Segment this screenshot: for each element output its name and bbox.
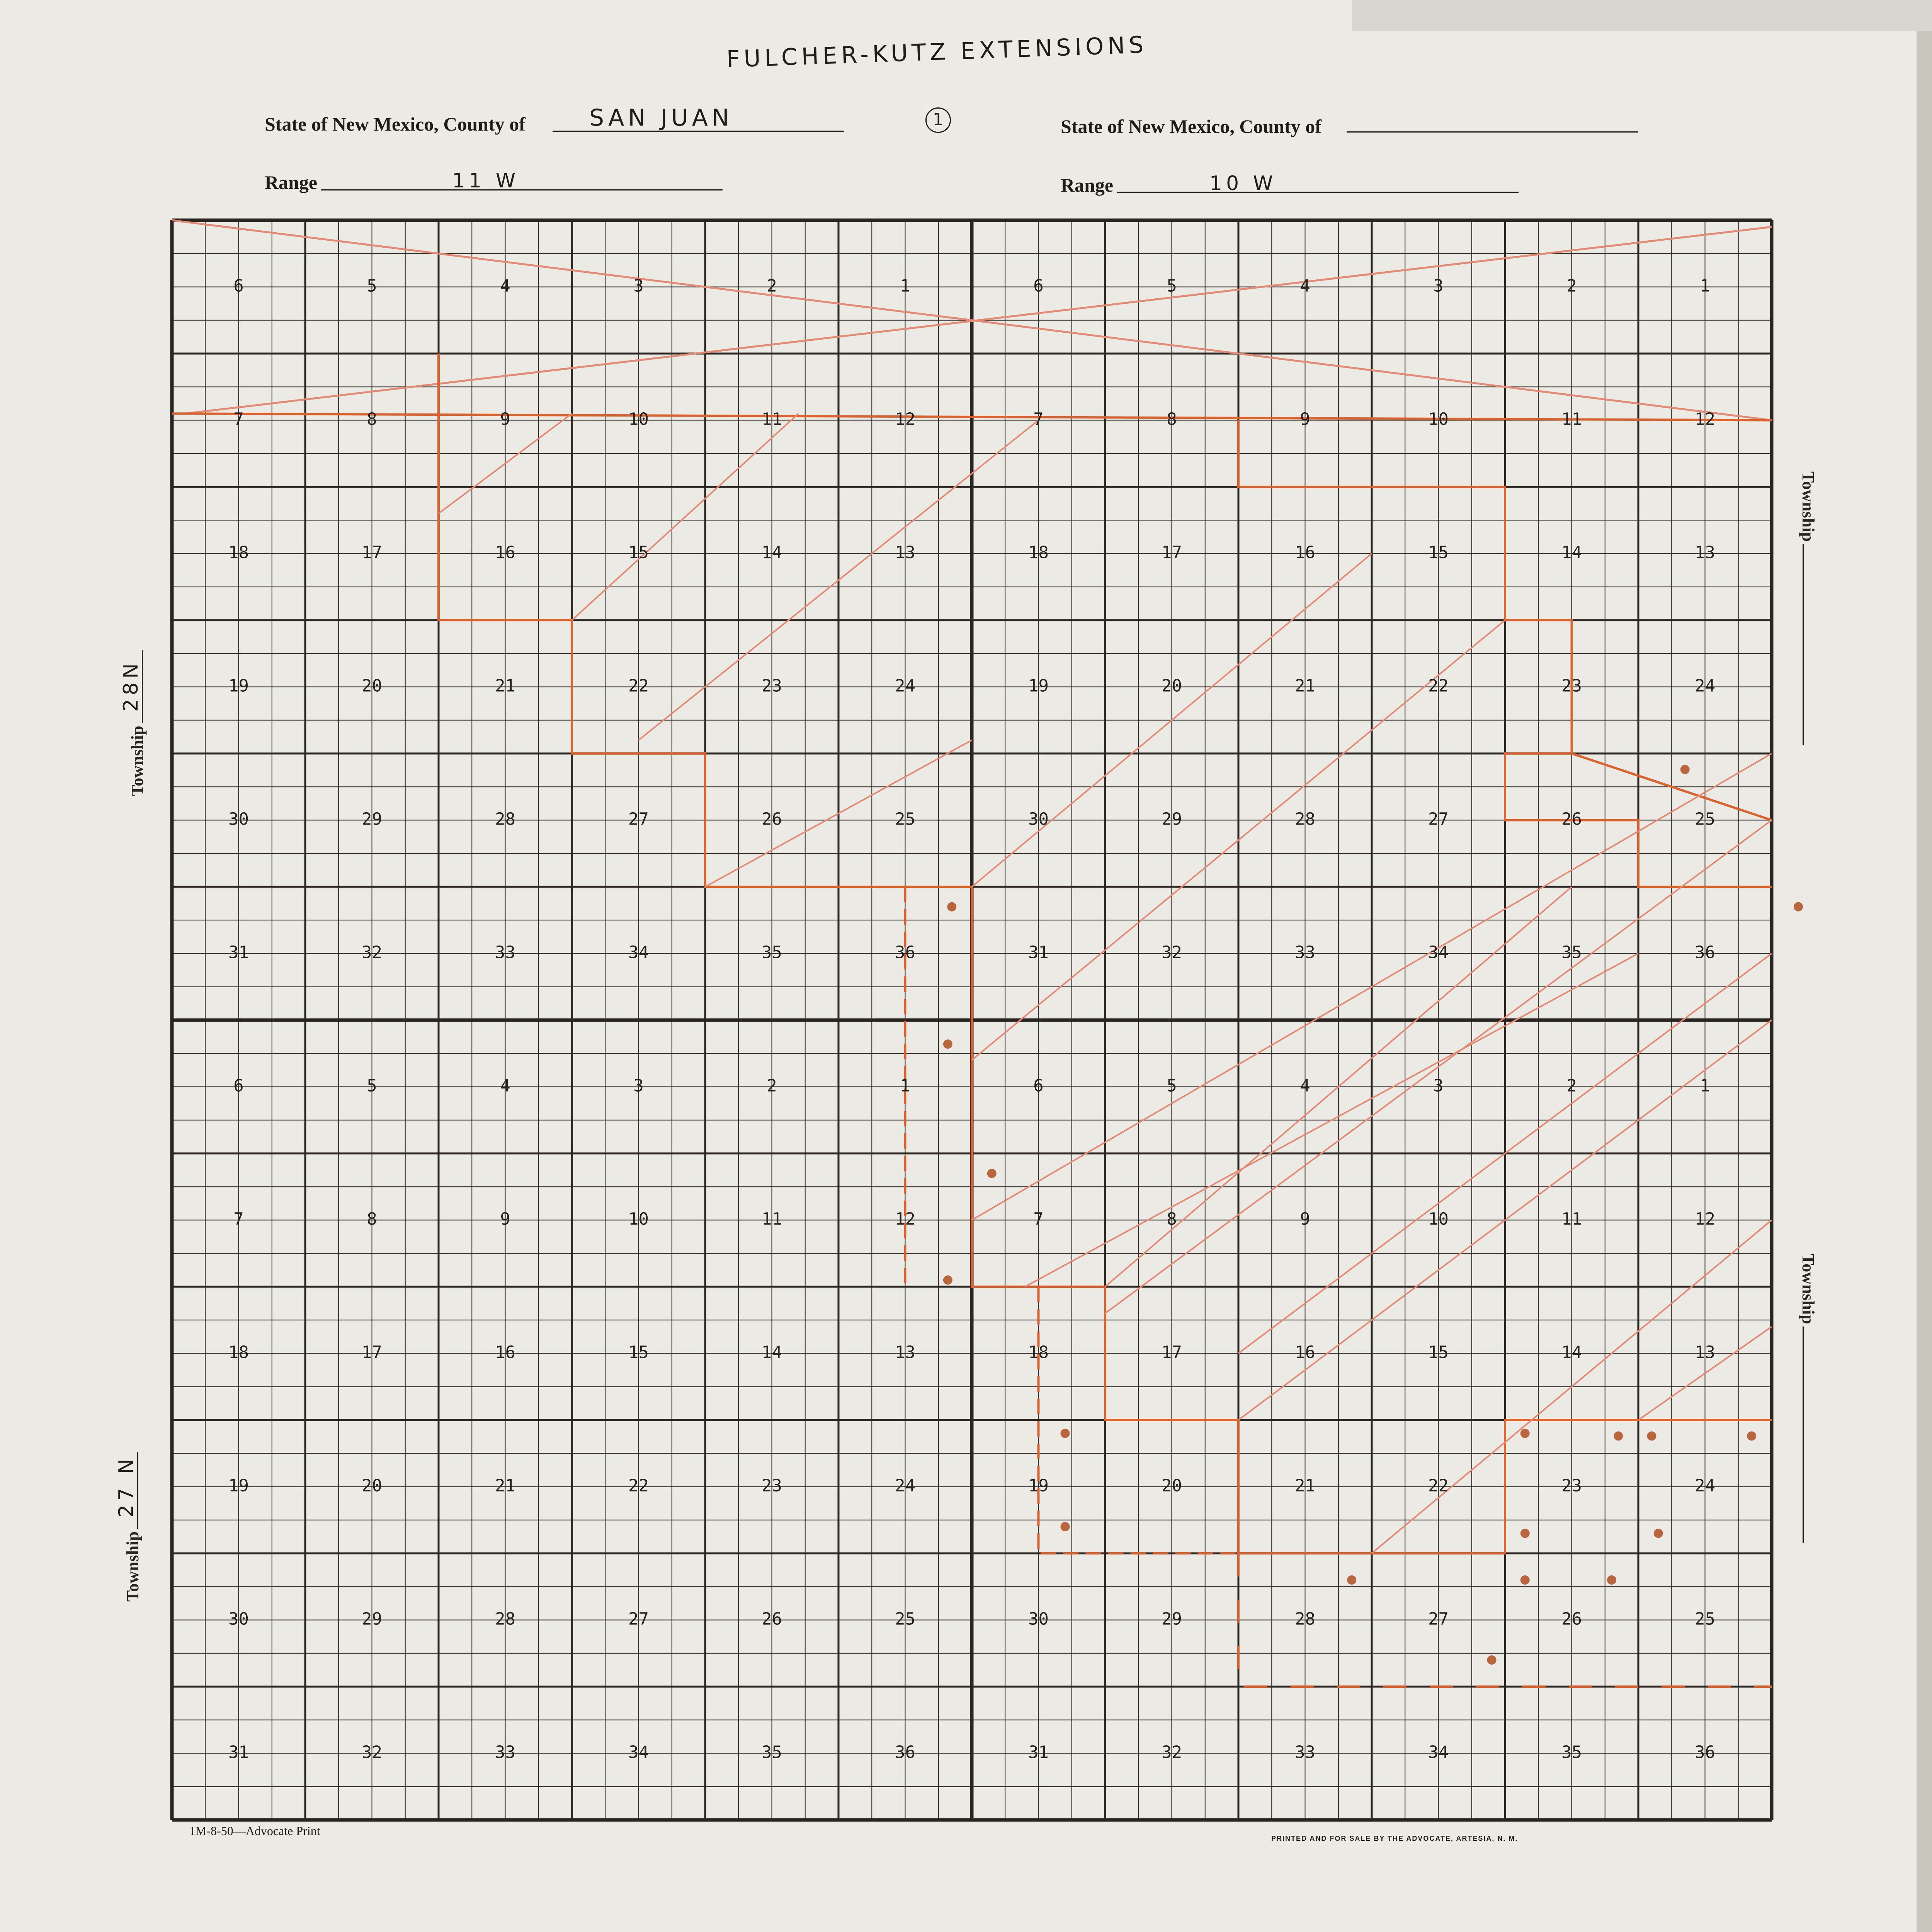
- sheet-mark: 1: [925, 107, 951, 133]
- section-number: 19: [228, 676, 249, 696]
- section-number: 31: [1028, 942, 1049, 963]
- well-marker: [1520, 1529, 1530, 1538]
- range-value-right: 10 W: [1209, 172, 1277, 195]
- section-number: 34: [628, 1742, 649, 1762]
- section-number: 34: [628, 942, 649, 963]
- section-number: 29: [1162, 809, 1182, 829]
- well-marker: [1520, 1429, 1530, 1438]
- section-number: 31: [228, 942, 249, 963]
- section-number: 20: [362, 1476, 382, 1496]
- section-number: 36: [895, 942, 915, 963]
- section-number: 29: [362, 809, 382, 829]
- section-number: 2: [767, 1076, 777, 1096]
- section-number: 21: [1295, 676, 1315, 696]
- section-number: 21: [1295, 1476, 1315, 1496]
- section-number: 20: [362, 676, 382, 696]
- section-number: 32: [1162, 942, 1182, 963]
- section-number: 26: [1561, 809, 1582, 829]
- section-number: 18: [228, 543, 249, 563]
- section-number: 2: [767, 276, 777, 296]
- section-number: 8: [367, 1209, 377, 1229]
- township-text: Township: [123, 1531, 142, 1602]
- section-number: 25: [895, 809, 915, 829]
- section-number: 20: [1162, 676, 1182, 696]
- well-marker: [1680, 765, 1690, 774]
- section-number: 2: [1566, 276, 1577, 296]
- section-number: 5: [1167, 1076, 1177, 1096]
- section-number: 20: [1162, 1476, 1182, 1496]
- section-number: 27: [628, 1609, 649, 1629]
- section-number: 22: [628, 1476, 649, 1496]
- section-number: 28: [1295, 1609, 1315, 1629]
- section-number: 19: [1028, 676, 1049, 696]
- section-number: 35: [1561, 942, 1582, 963]
- well-marker: [1487, 1655, 1497, 1665]
- footer-right: PRINTED AND FOR SALE BY THE ADVOCATE, ARTESIA, N. M.: [1271, 1835, 1518, 1842]
- well-marker: [943, 1039, 952, 1049]
- footer-left: 1M-8-50—Advocate Print: [189, 1824, 320, 1838]
- section-number: 13: [1695, 1342, 1715, 1362]
- section-number: 14: [762, 1342, 782, 1362]
- section-number: 26: [762, 1609, 782, 1629]
- section-number: 21: [495, 676, 515, 696]
- section-number: 1: [900, 276, 910, 296]
- section-number: 6: [233, 276, 244, 296]
- section-number: 28: [495, 809, 515, 829]
- well-marker: [987, 1169, 997, 1178]
- section-number: 28: [495, 1609, 515, 1629]
- section-number: 11: [762, 1209, 782, 1229]
- section-number: 7: [233, 409, 244, 429]
- township-text: Township: [1799, 1254, 1818, 1324]
- section-number: 27: [1428, 1609, 1449, 1629]
- section-number: 16: [495, 543, 515, 563]
- range-value-left: 11 W: [452, 169, 520, 192]
- section-number: 22: [1428, 676, 1449, 696]
- section-number: 16: [1295, 543, 1315, 563]
- section-number: 3: [633, 276, 644, 296]
- section-number: 8: [1167, 1209, 1177, 1229]
- section-number: 10: [1428, 409, 1449, 429]
- section-number: 4: [500, 1076, 510, 1096]
- section-number: 4: [1300, 276, 1310, 296]
- map-title: FULCHER-KUTZ EXTENSIONS: [726, 31, 1148, 73]
- section-number: 15: [628, 543, 649, 563]
- section-number: 36: [1695, 942, 1715, 963]
- section-number: 5: [367, 1076, 377, 1096]
- section-number: 27: [628, 809, 649, 829]
- section-number: 14: [1561, 1342, 1582, 1362]
- section-number: 17: [1162, 543, 1182, 563]
- section-number: 2: [1566, 1076, 1577, 1096]
- section-number: 25: [1695, 809, 1715, 829]
- section-number: 5: [367, 276, 377, 296]
- range-label-left: Range: [265, 172, 318, 193]
- well-marker: [1347, 1575, 1356, 1585]
- section-number: 36: [895, 1742, 915, 1762]
- section-number: 25: [895, 1609, 915, 1629]
- section-number: 10: [628, 1209, 649, 1229]
- section-number: 13: [1695, 543, 1715, 563]
- well-marker: [943, 1276, 952, 1285]
- section-number: 36: [1695, 1742, 1715, 1762]
- section-number: 24: [1695, 676, 1715, 696]
- section-number: 30: [1028, 809, 1049, 829]
- section-number: 3: [633, 1076, 644, 1096]
- section-number: 10: [1428, 1209, 1449, 1229]
- section-number: 24: [895, 676, 915, 696]
- section-number: 12: [895, 409, 915, 429]
- section-number: 6: [1033, 276, 1044, 296]
- section-number: 9: [500, 409, 510, 429]
- section-number: 1: [1700, 276, 1710, 296]
- hatch-line: [572, 413, 799, 620]
- section-number: 4: [500, 276, 510, 296]
- section-number: 35: [1561, 1742, 1582, 1762]
- section-number: 33: [1295, 1742, 1315, 1762]
- section-number: 24: [1695, 1476, 1715, 1496]
- well-marker: [1654, 1529, 1663, 1538]
- section-number: 35: [762, 1742, 782, 1762]
- section-number: 33: [1295, 942, 1315, 963]
- section-number: 16: [1295, 1342, 1315, 1362]
- section-number: 25: [1695, 1609, 1715, 1629]
- section-number: 14: [1561, 543, 1582, 563]
- section-number: 6: [1033, 1076, 1044, 1096]
- section-number: 8: [1167, 409, 1177, 429]
- section-number: 3: [1433, 276, 1444, 296]
- section-number: 11: [762, 409, 782, 429]
- section-number: 11: [1561, 409, 1582, 429]
- section-number: 33: [495, 942, 515, 963]
- section-number: 1: [900, 1076, 910, 1096]
- well-marker: [1061, 1429, 1070, 1438]
- section-number: 5: [1167, 276, 1177, 296]
- county-value-left: SAN JUAN: [589, 104, 733, 131]
- well-marker: [1061, 1522, 1070, 1531]
- section-number: 23: [1561, 676, 1582, 696]
- section-number: 23: [762, 676, 782, 696]
- section-number: 9: [1300, 1209, 1310, 1229]
- section-number: 23: [762, 1476, 782, 1496]
- section-number: 14: [762, 543, 782, 563]
- section-number: 26: [762, 809, 782, 829]
- section-number: 35: [762, 942, 782, 963]
- township-value-lower-left: 27 N: [115, 1455, 138, 1518]
- section-number: 22: [1428, 1476, 1449, 1496]
- section-number: 31: [1028, 1742, 1049, 1762]
- section-number: 32: [1162, 1742, 1182, 1762]
- section-number: 7: [233, 1209, 244, 1229]
- section-number: 15: [628, 1342, 649, 1362]
- section-number: 4: [1300, 1076, 1310, 1096]
- section-number: 3: [1433, 1076, 1444, 1096]
- section-number: 16: [495, 1342, 515, 1362]
- section-number: 31: [228, 1742, 249, 1762]
- section-number: 27: [1428, 809, 1449, 829]
- section-number: 7: [1033, 409, 1044, 429]
- section-number: 15: [1428, 1342, 1449, 1362]
- section-number: 1: [1700, 1076, 1710, 1096]
- section-number: 32: [362, 942, 382, 963]
- well-marker: [1520, 1575, 1530, 1585]
- section-number: 34: [1428, 1742, 1449, 1762]
- section-number: 19: [228, 1476, 249, 1496]
- township-text: Township: [1799, 471, 1818, 542]
- section-number: 12: [895, 1209, 915, 1229]
- section-number: 21: [495, 1476, 515, 1496]
- section-number: 18: [228, 1342, 249, 1362]
- township-value-upper-left: 28N: [119, 660, 143, 712]
- range-label-right: Range: [1061, 174, 1114, 196]
- section-number: 23: [1561, 1476, 1582, 1496]
- section-number: 29: [362, 1609, 382, 1629]
- section-number: 8: [367, 409, 377, 429]
- well-marker: [1794, 902, 1803, 912]
- section-number: 34: [1428, 942, 1449, 963]
- section-number: 12: [1695, 1209, 1715, 1229]
- section-number: 18: [1028, 1342, 1049, 1362]
- section-number: 29: [1162, 1609, 1182, 1629]
- section-number: 7: [1033, 1209, 1044, 1229]
- section-number: 17: [362, 543, 382, 563]
- well-marker: [1647, 1431, 1656, 1440]
- well-marker: [1607, 1575, 1616, 1585]
- section-number: 6: [233, 1076, 244, 1096]
- section-number: 30: [1028, 1609, 1049, 1629]
- section-number: 11: [1561, 1209, 1582, 1229]
- section-number: 19: [1028, 1476, 1049, 1496]
- section-number: 13: [895, 543, 915, 563]
- section-number: 30: [228, 809, 249, 829]
- section-number: 32: [362, 1742, 382, 1762]
- section-number: 17: [1162, 1342, 1182, 1362]
- section-number: 24: [895, 1476, 915, 1496]
- section-number: 18: [1028, 543, 1049, 563]
- section-number: 28: [1295, 809, 1315, 829]
- section-number: 26: [1561, 1609, 1582, 1629]
- township-text: Township: [128, 726, 147, 796]
- well-marker: [947, 902, 956, 912]
- well-marker: [1614, 1431, 1623, 1440]
- section-number: 17: [362, 1342, 382, 1362]
- section-number: 9: [500, 1209, 510, 1229]
- section-number: 10: [628, 409, 649, 429]
- section-number: 9: [1300, 409, 1310, 429]
- section-number: 13: [895, 1342, 915, 1362]
- county-label-right: State of New Mexico, County of: [1061, 116, 1321, 137]
- county-label-left: State of New Mexico, County of: [265, 113, 526, 135]
- section-number: 15: [1428, 543, 1449, 563]
- section-number: 33: [495, 1742, 515, 1762]
- well-marker: [1747, 1431, 1756, 1440]
- section-number: 12: [1695, 409, 1715, 429]
- section-number: 30: [228, 1609, 249, 1629]
- section-number: 22: [628, 676, 649, 696]
